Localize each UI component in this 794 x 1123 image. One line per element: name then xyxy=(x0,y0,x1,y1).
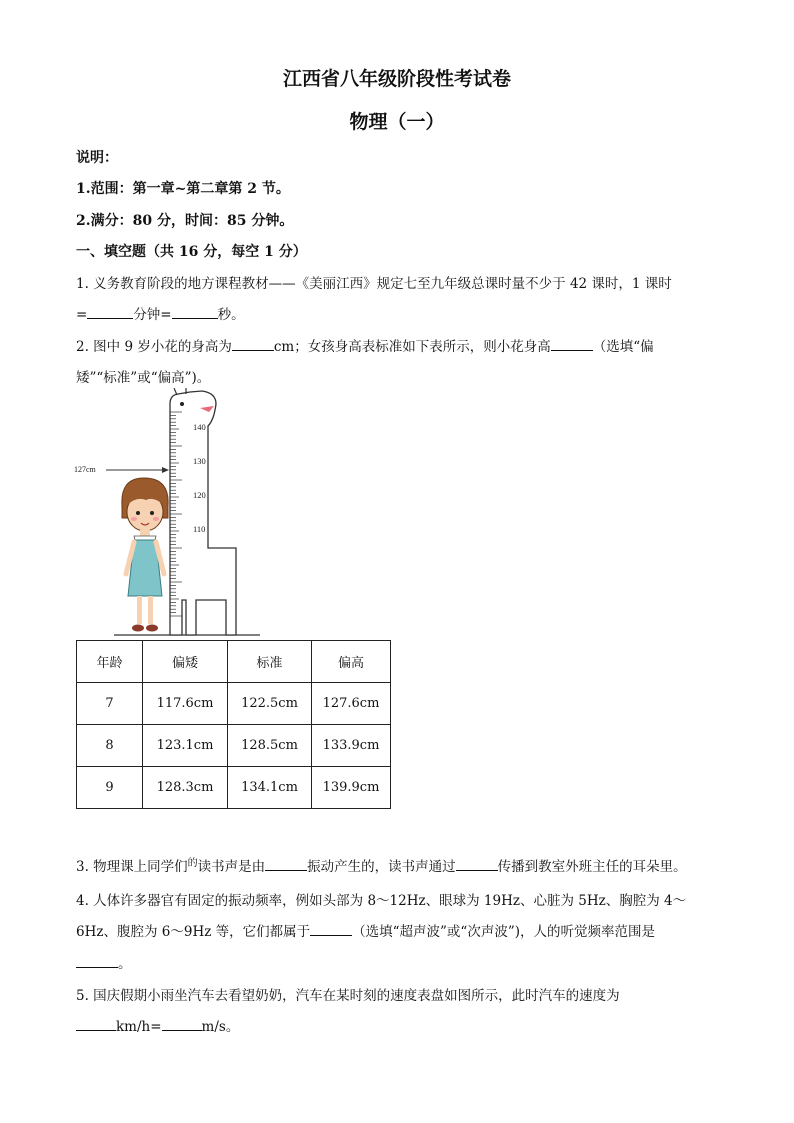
q3-mid: 振动产生的，读书声通过 xyxy=(307,859,456,875)
q4-end: 。 xyxy=(118,956,132,972)
note-item: 1.范围：第一章~第二章第 2 节。 xyxy=(76,181,290,197)
question-5-line: 5. 国庆假期小雨坐汽车去看望奶奶，汽车在某时刻的速度表盘如图所示，此时汽车的速度为 xyxy=(76,988,620,1004)
q1-mid: 分钟= xyxy=(133,307,172,323)
note-item: 2.满分：80 分，时间：85 分钟。 xyxy=(76,213,294,229)
question-4-line: 4. 人体许多器官有固定的振动频率，例如头部为 8～12Hz、眼球为 19Hz、心脏为 5Hz、胸腔为 4～ xyxy=(76,893,687,909)
table-cell: 134.1cm xyxy=(228,767,312,809)
table-cell: 122.5cm xyxy=(228,683,312,725)
question-2-line xyxy=(76,335,654,355)
answer-blank[interactable] xyxy=(456,858,498,871)
section-heading: 一、填空题（共 16 分，每空 1 分） xyxy=(76,244,307,260)
q2-suffix: （选填“偏 xyxy=(592,339,654,355)
answer-blank[interactable] xyxy=(76,955,118,968)
q2-prefix: 2. 图中 9 岁小花的身高为 xyxy=(76,339,232,355)
table-cell: 127.6cm xyxy=(312,683,391,725)
table-cell: 9 xyxy=(77,767,143,809)
q1-suffix: 秒。 xyxy=(217,307,245,323)
q3-prefix: 3. 物理课上同学们 xyxy=(76,859,188,875)
table-cell: 139.9cm xyxy=(312,767,391,809)
question-4-line xyxy=(76,920,655,940)
table-header-cell: 标准 xyxy=(228,641,312,683)
q3-mid: 读书声是由 xyxy=(197,859,266,875)
answer-blank[interactable] xyxy=(162,1018,202,1031)
answer-blank[interactable] xyxy=(265,858,307,871)
exam-subtitle: 物理（一） xyxy=(349,111,445,133)
question-5-line xyxy=(76,1015,239,1035)
question-4-line xyxy=(76,952,132,972)
q3-superscript: 的 xyxy=(187,858,198,869)
notes-label: 说明： xyxy=(76,150,118,166)
q2-mid: cm；女孩身高表标准如下表所示，则小花身高 xyxy=(273,339,551,355)
answer-blank[interactable] xyxy=(310,923,352,936)
exam-title: 江西省八年级阶段性考试卷 xyxy=(282,68,511,90)
question-1-line xyxy=(76,303,245,323)
height-chart-figure xyxy=(74,388,264,640)
table-header-row xyxy=(77,641,391,683)
table-row xyxy=(77,725,391,767)
girl-illustration xyxy=(122,478,168,632)
table-cell: 117.6cm xyxy=(143,683,228,725)
table-cell: 128.3cm xyxy=(143,767,228,809)
scale-label: 120 xyxy=(193,490,206,500)
table-cell: 8 xyxy=(77,725,143,767)
answer-blank[interactable] xyxy=(551,338,593,351)
question-1-line: 1. 义务教育阶段的地方课程教材——《美丽江西》规定七至九年级总课时量不少于 42 课时，1 课时 xyxy=(76,276,672,292)
q4-suffix: （选填“超声波”或“次声波”)，人的听觉频率范围是 xyxy=(352,924,655,940)
answer-blank[interactable] xyxy=(87,306,133,319)
answer-blank[interactable] xyxy=(172,306,218,319)
height-marker-label: 127cm xyxy=(74,465,96,474)
answer-blank[interactable] xyxy=(76,1018,116,1031)
table-cell: 128.5cm xyxy=(228,725,312,767)
table-header-cell: 偏矮 xyxy=(143,641,228,683)
q3-suffix: 传播到教室外班主任的耳朵里。 xyxy=(497,859,687,875)
table-row xyxy=(77,767,391,809)
scale-label: 140 xyxy=(193,422,206,432)
height-standard-table xyxy=(76,640,391,809)
table-header-cell: 年龄 xyxy=(77,641,143,683)
q5-mid: km/h= xyxy=(116,1019,162,1035)
question-2-line: 矮”“标准”或“偏高”)。 xyxy=(76,370,211,386)
q4-prefix: 6Hz、腹腔为 6～9Hz 等，它们都属于 xyxy=(76,924,311,940)
answer-blank[interactable] xyxy=(232,338,274,351)
scale-label: 110 xyxy=(193,524,206,534)
table-cell: 123.1cm xyxy=(143,725,228,767)
table-cell: 7 xyxy=(77,683,143,725)
scale-label: 130 xyxy=(193,456,206,466)
giraffe-eye xyxy=(180,402,184,406)
table-cell: 133.9cm xyxy=(312,725,391,767)
q1-prefix: = xyxy=(76,307,88,323)
table-header-cell: 偏高 xyxy=(312,641,391,683)
question-3-line xyxy=(76,855,687,875)
table-row xyxy=(77,683,391,725)
height-marker-arrowhead xyxy=(162,467,169,473)
q5-suffix: m/s。 xyxy=(201,1019,240,1035)
